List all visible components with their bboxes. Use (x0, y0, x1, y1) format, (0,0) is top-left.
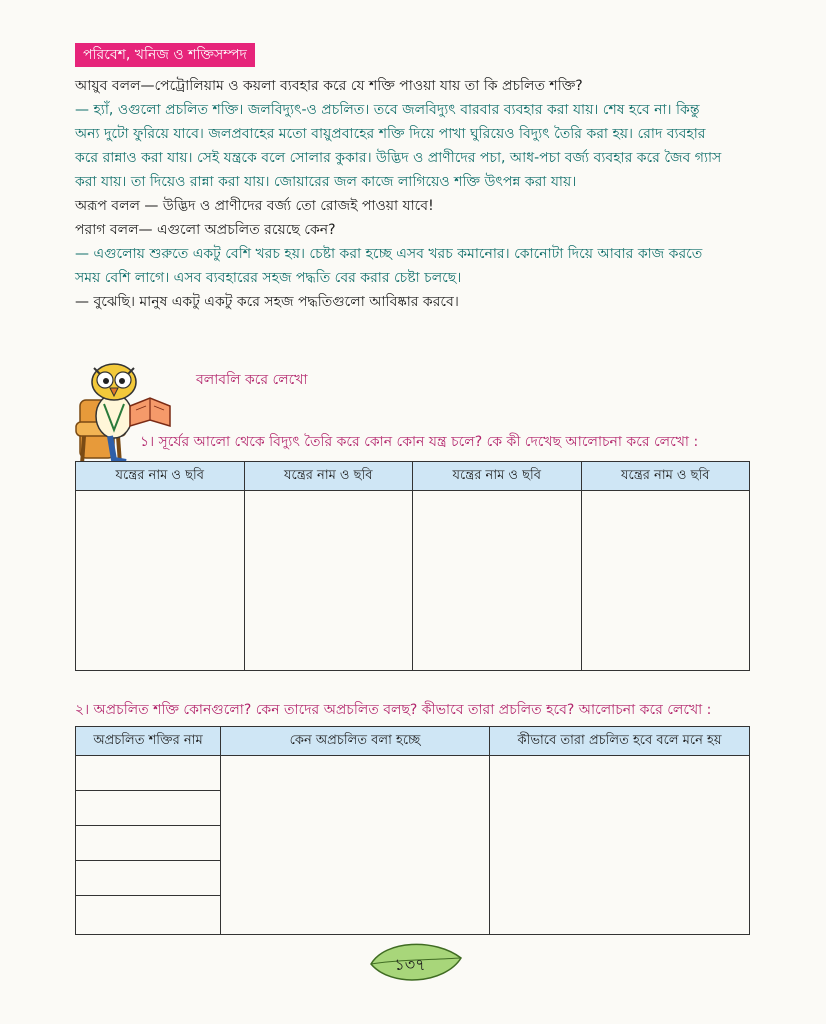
section-heading: বলাবলি করে লেখো (196, 372, 308, 388)
answer-cell[interactable] (581, 491, 750, 671)
answer-line[interactable] (76, 791, 220, 826)
page-number-leaf (365, 938, 465, 988)
table-header: যন্ত্রের নাম ও ছবি (76, 462, 245, 491)
dialogue-line: অরূপ বলল — উদ্ভিদ ও প্রাণীদের বর্জ্য তো রোজই পাওয়া যাবে! (75, 198, 434, 214)
dialogue-line: — এগুলোয় শুরুতে একটু বেশি খরচ হয়। চেষ্টা করা হচ্ছে এসব খরচ কমানোর। কোনোটা দিয়ে আবার কাজ করতে (75, 246, 703, 262)
energy-table (75, 726, 750, 935)
dialogue-line: — হ্যাঁ, ওগুলো প্রচলিত শক্তি। জলবিদ্যুৎ-ও প্রচলিত। তবে জলবিদ্যুৎ বারবার ব্যবহার করা যায়। শেষ হবে না। কিন্তু (75, 102, 700, 118)
table-header: যন্ত্রের নাম ও ছবি (413, 462, 582, 491)
page-number: ১৩৭ (394, 955, 426, 974)
table-row (76, 491, 750, 671)
dialogue-line: করে রান্নাও করা যায়। সেই যন্ত্রকে বলে সোলার কুকার। উদ্ভিদ ও প্রাণীদের পচা, আধ-পচা বর্জ্য ব্যবহার করে জৈব গ্যাস (75, 150, 722, 166)
chapter-tag: পরিবেশ, খনিজ ও শক্তিসম্পদ (75, 43, 255, 67)
answer-line[interactable] (76, 826, 220, 861)
answer-cell[interactable] (413, 491, 582, 671)
table-header: কেন অপ্রচলিত বলা হচ্ছে (221, 727, 490, 756)
table-header: যন্ত্রের নাম ও ছবি (244, 462, 413, 491)
question-2: ২। অপ্রচলিত শক্তি কোনগুলো? কেন তাদের অপ্রচলিত বলছ? কীভাবে তারা প্রচলিত হবে? আলোচনা করে লেখো : (75, 702, 712, 718)
dialogue-block (75, 74, 755, 314)
table-row (76, 756, 750, 935)
answer-line[interactable] (76, 896, 220, 934)
answer-line[interactable] (76, 861, 220, 896)
answer-cell[interactable] (490, 756, 750, 935)
table-header: অপ্রচলিত শক্তির নাম (76, 727, 221, 756)
dialogue-line: পরাগ বলল— এগুলো অপ্রচলিত রয়েছে কেন? (75, 222, 336, 238)
dialogue-line: করা যায়। তা দিয়েও রান্না করা যায়। জোয়ারের জল কাজে লাগিয়েও শক্তি উৎপন্ন করা যায়। (75, 174, 577, 190)
machines-table (75, 461, 750, 671)
question-1: ১। সূর্যের আলো থেকে বিদ্যুৎ তৈরি করে কোন কোন যন্ত্র চলে? কে কী দেখেছ আলোচনা করে লেখো : (140, 434, 699, 450)
dialogue-line: অন্য দুটো ফুরিয়ে যাবে। জলপ্রবাহের মতো বায়ুপ্রবাহের শক্তি দিয়ে পাখা ঘুরিয়েও বিদ্যুৎ তৈরি করা হয়। রোদ ব্যবহার (75, 126, 706, 142)
owl-reading-mascot (74, 360, 186, 472)
table-header-row (76, 727, 750, 756)
table-header: যন্ত্রের নাম ও ছবি (581, 462, 750, 491)
answer-cell[interactable] (76, 491, 245, 671)
table-header: কীভাবে তারা প্রচলিত হবে বলে মনে হয় (490, 727, 750, 756)
dialogue-line: সময় বেশি লাগে। এসব ব্যবহারের সহজ পদ্ধতি বের করার চেষ্টা চলছে। (75, 270, 462, 286)
energy-name-cell (76, 756, 221, 935)
table-header-row (76, 462, 750, 491)
answer-cell[interactable] (244, 491, 413, 671)
answer-cell[interactable] (221, 756, 490, 935)
answer-line[interactable] (76, 756, 220, 791)
dialogue-line: — বুঝেছি। মানুষ একটু একটু করে সহজ পদ্ধতিগুলো আবিষ্কার করবে। (75, 294, 459, 310)
dialogue-line: আয়ুব বলল—পেট্রোলিয়াম ও কয়লা ব্যবহার করে যে শক্তি পাওয়া যায় তা কি প্রচলিত শক্তি? (75, 78, 583, 94)
